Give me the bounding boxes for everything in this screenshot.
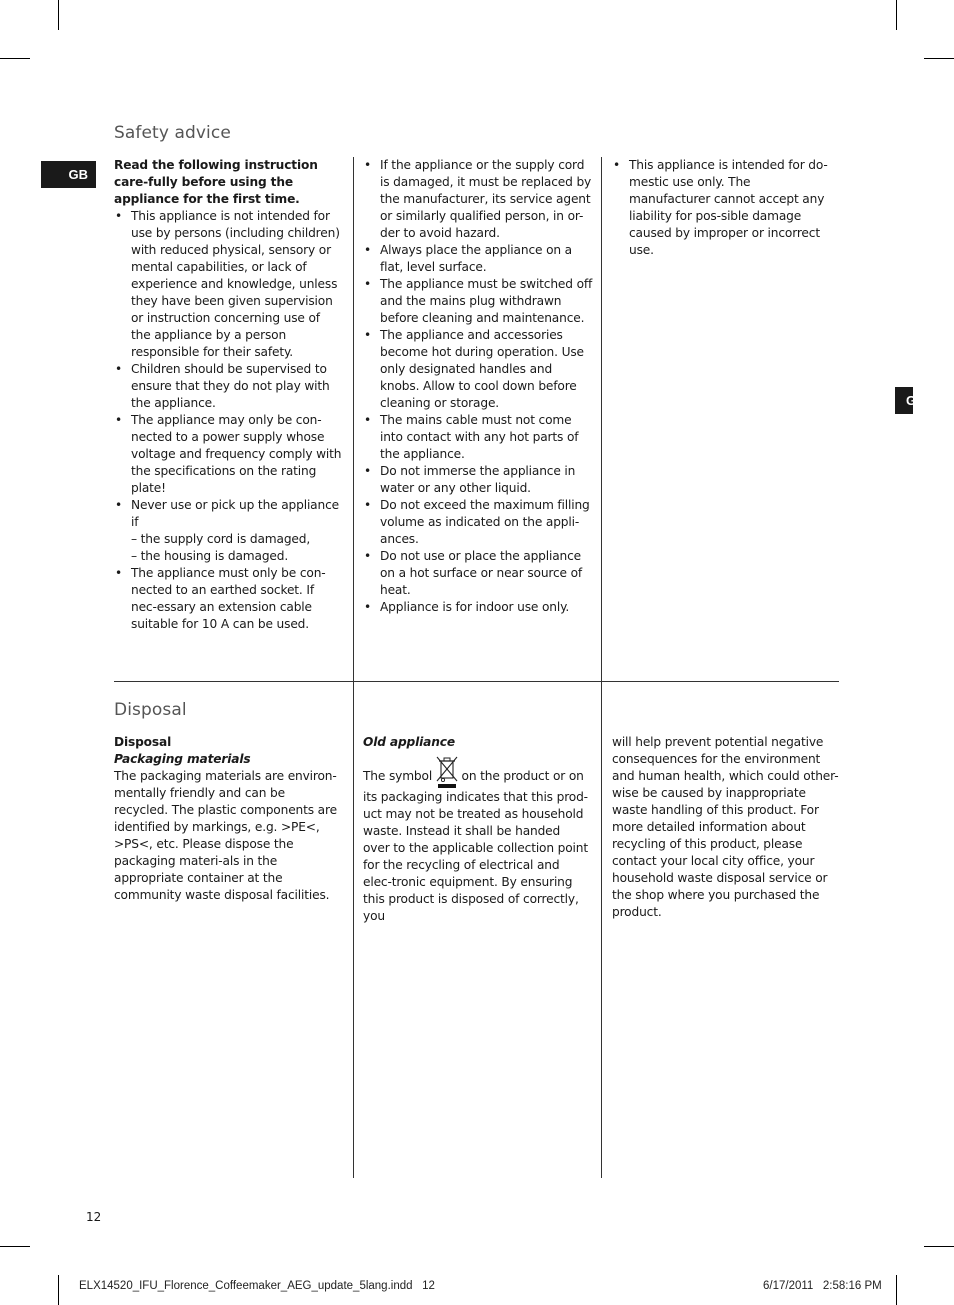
weee-crossed-bin-icon [436,755,458,789]
disposal-continued-text: will help prevent potential negative consequences for the environment and human health, which could other-wise be caused by inappropriate waste handling of this product. For more detailed information about recycling of this product, please contact your local city office, your household waste disposal service or the shop where you purchased the product. [612,735,839,919]
list-item: • The appliance must be switched off and the mains plug withdrawn before cleaning and maintenance. [363,276,593,327]
disposal-column-2 [363,734,589,925]
safety-column-1 [114,157,342,633]
language-tab-label: GB [68,167,88,182]
crop-mark [0,58,30,59]
crop-mark [58,1275,59,1305]
packaging-text: The packaging materials are environ-mentally friendly and can be recycled. The plastic components are identified by markings, e.g. >PE<, >PS<, etc. Please dispose the packaging materi-als in the appropriate container at the community waste disposal facilities. [114,769,337,902]
list-item: • Children should be supervised to ensure that they do not play with the appliance. [114,361,342,412]
crop-mark [0,1246,30,1247]
safety-intro: Read the following instruction care-fully before using the appliance for the first time. [114,158,318,206]
print-timestamp: 6/17/2011 2:58:16 PM [763,1280,882,1292]
page-number: 12 [86,1210,102,1224]
list-sub-item: – the housing is damaged. [131,549,289,563]
safety-column-3 [612,157,832,259]
safety-heading: Safety advice [114,123,231,143]
list-item: • The appliance must only be con-nected to an earthed socket. If nec-essary an extension cable suitable for 10 A can be used. [114,565,342,633]
column-divider [353,157,354,1178]
old-appliance-title: Old appliance [363,735,455,749]
safety-list-3 [612,157,832,259]
list-sub-item: – the supply cord is damaged, [131,532,311,546]
list-item-text: Never use or pick up the appliance if [131,498,339,529]
disposal-column-1 [114,734,342,904]
list-item: • Do not exceed the maximum filling volume as indicated on the appli-ances. [363,497,593,548]
list-item: • Do not use or place the appliance on a hot surface or near source of heat. [363,548,593,599]
column-divider [601,157,602,1178]
old-appliance-text [363,768,589,925]
disposal-column-3 [612,734,840,921]
list-item: • The appliance and accessories become hot during operation. Use only designated handles and knobs. Allow to cool down before cleaning or storage. [363,327,593,412]
crop-mark [924,58,954,59]
safety-list-2 [363,157,593,616]
list-item: • This appliance is intended for do-mestic use only. The manufacturer cannot accept any liability for pos-sible damage caused by improper or incorrect use. [612,157,832,259]
old-appliance-text-start: The symbol [363,769,433,783]
list-item: • Always place the appliance on a flat, level surface. [363,242,593,276]
list-item: • Appliance is for indoor use only. [363,599,593,616]
section-divider [114,681,839,682]
spacer [363,751,589,768]
crop-mark [896,1275,897,1305]
crop-mark [58,0,59,30]
list-item: • If the appliance or the supply cord is damaged, it must be replaced by the manufacturer, its service agent or similarly qualified person, in or-der to avoid hazard. [363,157,593,242]
old-appliance-text-rest: on the product or on its packaging indicates that this prod-uct may not be treated as household waste. Instead it shall be handed over to the applicable collection point for the recycling of electrical and elec-tronic equipment. By ensuring this product is disposed of correctly, you [363,769,588,923]
list-item: • This appliance is not intended for use by persons (including children) with reduced physical, sensory or mental capabilities, or lack of experience and knowledge, unless they have been given supervision or instruction concerning use of the appliance by a person responsible for their safety. [114,208,342,361]
packaging-title: Packaging materials [114,752,251,766]
language-tab-right [895,387,917,414]
crop-mark [924,1246,954,1247]
safety-column-2 [363,157,593,616]
list-item: • Do not immerse the appliance in water or any other liquid. [363,463,593,497]
file-slug: ELX14520_IFU_Florence_Coffeemaker_AEG_update_5lang.indd 12 [79,1280,435,1292]
list-item [114,497,342,565]
list-item: • The appliance may only be con-nected to a power supply whose voltage and frequency comply with the specifications on the rating plate! [114,412,342,497]
list-item: • The mains cable must not come into contact with any hot parts of the appliance. [363,412,593,463]
language-tab-label: G [906,393,917,408]
safety-list-1 [114,208,342,633]
disposal-subheading: Disposal [114,735,172,749]
crop-mark [896,0,897,30]
language-tab-gb [41,161,96,188]
disposal-heading: Disposal [114,700,187,720]
